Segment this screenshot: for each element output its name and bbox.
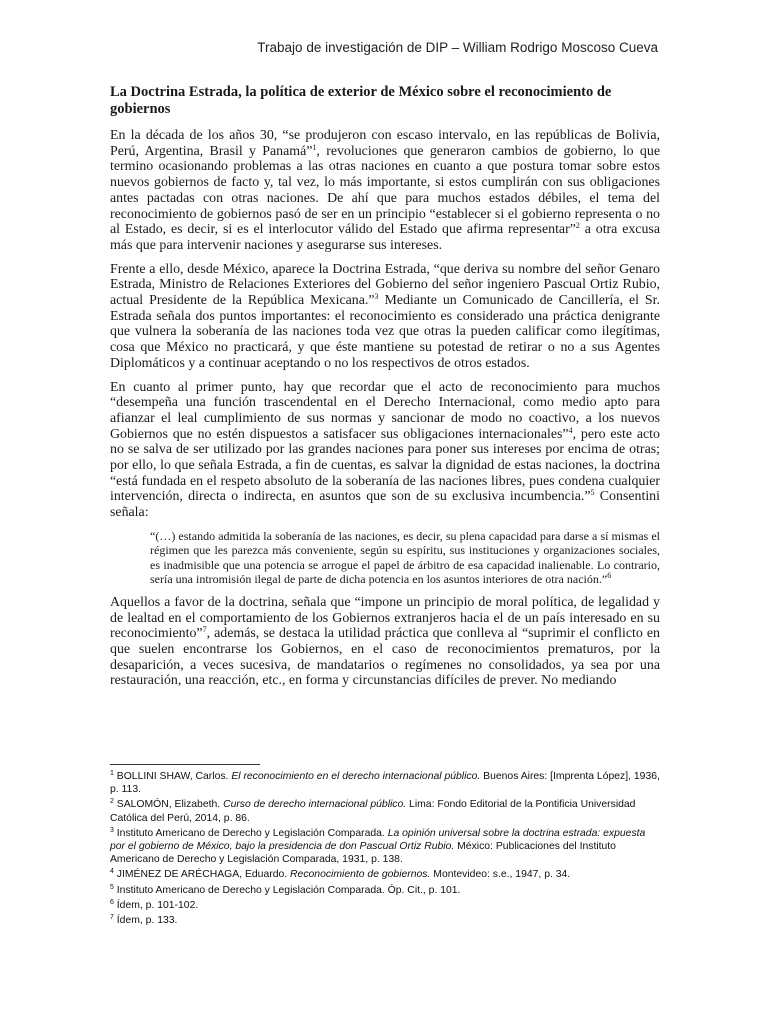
footnote-ref: 1 [312, 142, 317, 152]
footnote-ref: 6 [607, 571, 612, 581]
document-body [110, 128, 660, 697]
footnote: $^5$ Instituto Americano de Derecho y Legislación Comparada. Óp. Cit., p. 101. [110, 883, 461, 896]
paragraph-4: Aquellos a favor de la doctrina, señala que “impone un principio de moral política, de legalidad y de lealtad en el comportamiento de los Gobiernos extranjeros hacia el de un país interesado en su reconocimiento”$^7$, además, se destaca la utilidad práctica que conlleva al “suprimir el conflicto en que suelen encontrarse los Gobiernos, en el caso de reconocimientos prematuros, por la desaparición, a veces sucesiva, de mandatarios o regímenes no consolidados, ya sea por una restauración, una reacción, etc., en forma y circunstancias difíciles de prever. No mediando [110, 594, 660, 689]
footnote: $^4$ JIMÉNEZ DE ARÉCHAGA, Eduardo. Reconocimiento de gobiernos. Montevideo: s.e., 1947, p. 34. [110, 868, 571, 881]
block-quote: “(…) estando admitida la soberanía de las naciones, es decir, su plena capacidad para darse a sí mismas el régimen que les parezca más conveniente, según su espíritu, sus instituciones y organizaciones sociales, es inadmisible que una potencia se arrogue el papel de árbitro de esa capacidad inalienable. Lo contrario, sería una intromisión ilegal de parte de dicha potencia en los asuntos interiores de otra nación.”$^6$ [150, 528, 660, 587]
footnote-ref: 2 [575, 221, 580, 231]
paragraph-1: En la década de los años 30, “se produjeron con escaso intervalo, en las repúblicas de Bolivia, Perú, Argentina, Brasil y Panamá”$^1$, revoluciones que generaron cambios de gobierno, lo que termino ocasionando problemas a las otras naciones en cuanto a que postura tomar sobre estos nuevos gobiernos de facto y, tal vez, lo más importante, si estos cumplirán con sus obligaciones antes pactadas con otras naciones. De ahí que para muchos estados débiles, el tema del reconocimiento de gobiernos pasó de ser en un principio “establecer si el gobierno representa o no al Estado, es decir, si es el interlocutor válido del Estado que afirma representar”$^2$ a otra excusa más que para intervenir naciones y asegurarse sus intereses. [110, 128, 660, 253]
paragraph-3: En cuanto al primer punto, hay que recordar que el acto de reconocimiento para muchos “desempeña una función trascendental en el Derecho Internacional, como medio apto para afianzar el leal cumplimiento de sus normas y sancionar de modo no coactivo, a los nuevos Gobiernos que no estén dispuestos a satisfacer sus obligaciones internacionales”$^4$, pero este acto no se salva de ser utilizado por las grandes naciones para poner sus intereses por encima de otras; por ello, lo que señala Estrada, a fin de cuentas, es salvar la dignidad de estas naciones, la doctrina “está fundada en el respeto absoluto de la soberanía de las naciones libres, pues condena cualquier intervención, directa o indirecta, en asuntos que son de su exclusiva incumbencia.”$^5$ Consentini señala: [110, 379, 660, 521]
footnote-ref: 5 [590, 488, 595, 498]
document-title: La Doctrina Estrada, la política de exterior de México sobre el reconocimiento de gobiernos [110, 84, 612, 117]
footnote-ref: 3 [374, 292, 379, 302]
paragraph-2: Frente a ello, desde México, aparece la Doctrina Estrada, “que deriva su nombre del señor Genaro Estrada, Ministro de Relaciones Exteriores del Gobierno del señor ingeniero Pascual Ortiz Rubio, actual Presidente de la República Mexicana.”$^3$ Mediante un Comunicado de Cancillería, el Sr. Estrada señala dos puntos importantes: el reconocimiento es considerado una práctica denigrante que vulnera la soberanía de las naciones toda vez que otras la pueden calificar como ilegítimas, cosa que México no practicará, y que éste mantiene su potestad de retirar o no a sus Agentes Diplomáticos y a continuar aceptando o no los respectivos de otros estados. [110, 261, 660, 371]
footnotes [110, 770, 660, 929]
footnote-divider [110, 764, 260, 765]
footnote: $^1$ BOLLINI SHAW, Carlos. El reconocimiento en el derecho internacional público. Buenos Aires: [Imprenta López], 1936, p. 113. [110, 770, 660, 796]
footnote: $^7$ Ídem, p. 133. [110, 914, 178, 927]
footnote-ref: 4 [568, 425, 573, 435]
page-header: Trabajo de investigación de DIP – William Rodrigo Moscoso Cueva [257, 40, 658, 55]
footnote: $^6$ Ídem, p. 101-102. [110, 898, 199, 911]
footnote: $^3$ Instituto Americano de Derecho y Legislación Comparada. La opinión universal sobre la doctrina estrada: expuesta por el gobierno de México, bajo la presidencia de don Pascual Ortiz Rubio. México: Publicaciones del Instituto Americano de Derecho y Legislación Comparada, 1931, p. 138. [110, 826, 646, 866]
footnote: $^2$ SALOMÓN, Elizabeth. Curso de derecho internacional público. Lima: Fondo Editorial de la Pontificia Universidad Católica del Perú, 2014, p. 86. [110, 798, 636, 824]
footnote-ref: 7 [202, 625, 207, 635]
